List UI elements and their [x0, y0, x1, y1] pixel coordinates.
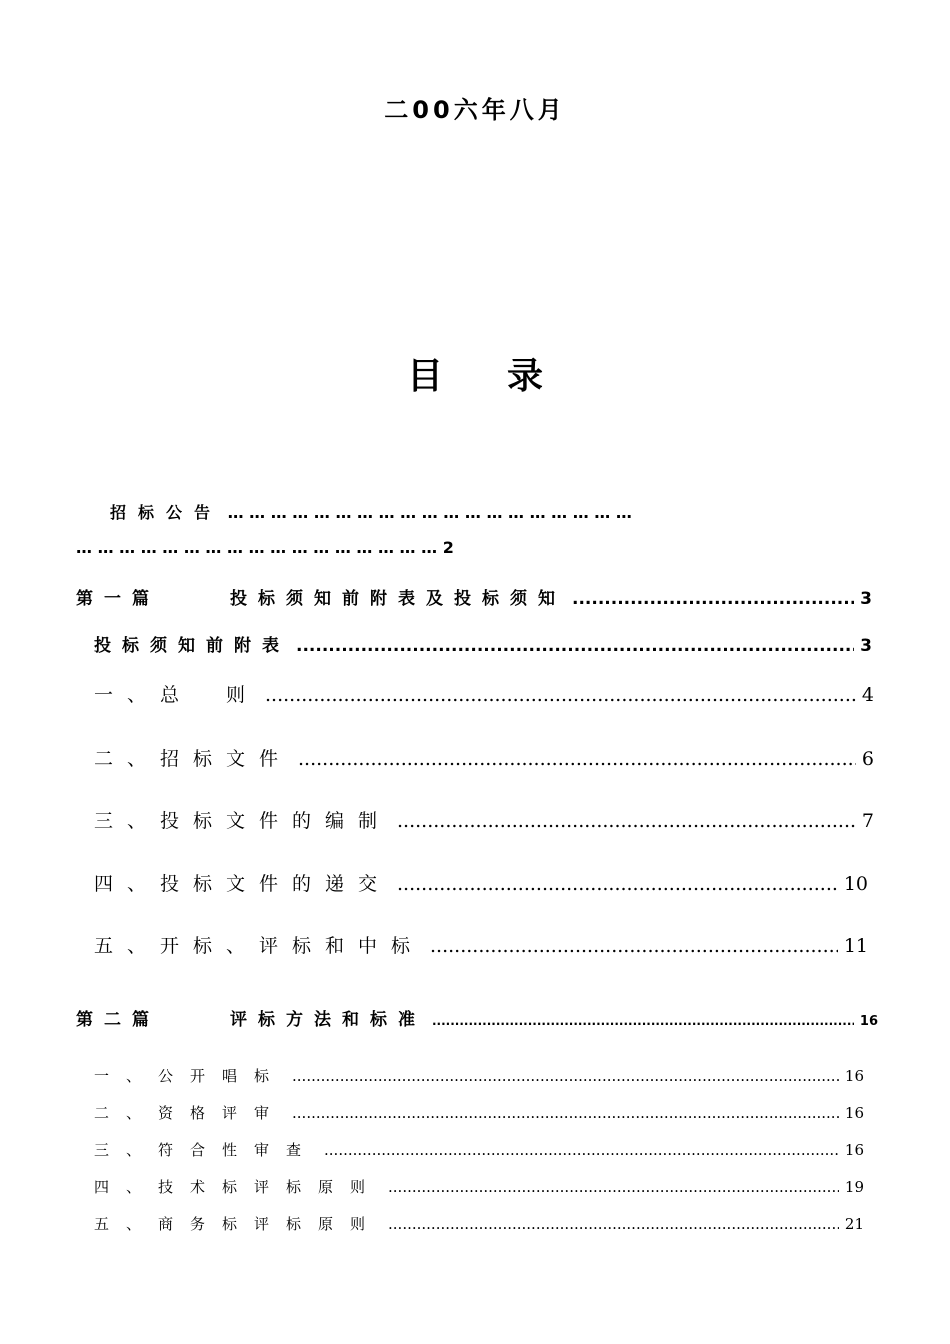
toc-item-part2-3[interactable] [94, 1176, 864, 1197]
toc-item-leader [397, 873, 838, 895]
toc-item-page: 16 [844, 1141, 864, 1159]
toc-part1-title: 投标须知前附表及投标须知 [230, 589, 566, 609]
toc-item-label: 五、商务标评标原则 [94, 1215, 383, 1233]
toc-item-leader [430, 935, 838, 957]
toc-part2[interactable] [76, 1005, 878, 1030]
toc-entry-notice-page: 2 [442, 538, 454, 557]
toc-item-leader [292, 1104, 839, 1122]
toc-item-page: 3 [860, 636, 872, 656]
toc-item-leader [324, 1141, 839, 1159]
toc-item-label: 一、公开唱标 [94, 1067, 287, 1085]
toc-item-leader [296, 636, 854, 656]
toc-item-label: 三、投标文件的编制 [94, 810, 392, 832]
toc-item-label: 一、总 则 [94, 684, 260, 706]
toc-item-part2-2[interactable] [94, 1139, 864, 1160]
document-date: 二00六年八月 [384, 96, 566, 124]
toc-part2-page: 16 [859, 1014, 878, 1029]
toc-item-page: 11 [843, 935, 868, 957]
toc-item-leader [388, 1215, 839, 1233]
toc-item-leader [298, 748, 856, 770]
toc-item-part2-0[interactable] [94, 1065, 864, 1086]
toc-item-part1-1[interactable] [94, 680, 874, 707]
toc-item-page: 4 [861, 684, 874, 706]
toc-item-page: 16 [844, 1104, 864, 1122]
toc-entry-notice-leader: … … … … … … … … … … … … … … … … … … … [227, 503, 632, 522]
toc-part2-title: 评标方法和标准 [230, 1010, 426, 1030]
toc-item-part2-1[interactable] [94, 1102, 864, 1123]
toc-item-leader [388, 1178, 839, 1196]
toc-entry-notice-label: 招标公告 [110, 503, 223, 522]
toc-entry-notice-cont [76, 538, 876, 557]
toc-item-label: 四、技术标评标原则 [94, 1178, 383, 1196]
toc-item-part1-2[interactable] [94, 744, 874, 771]
toc-item-leader [292, 1067, 839, 1085]
toc-item-part1-5[interactable] [94, 931, 868, 958]
toc-part2-prefix: 第二篇 [76, 1010, 160, 1030]
toc-item-part2-4[interactable] [94, 1213, 864, 1234]
toc-item-page: 6 [861, 748, 874, 770]
toc-part1-page: 3 [860, 589, 872, 609]
toc-item-label: 五、开标、评标和中标 [94, 935, 425, 957]
toc-title [0, 348, 950, 399]
toc-item-label: 二、招标文件 [94, 748, 293, 770]
toc-item-page: 19 [844, 1178, 864, 1196]
toc-part1-prefix: 第一篇 [76, 589, 160, 609]
toc-item-part1-4[interactable] [94, 869, 868, 896]
toc-title-right: 录 [507, 356, 544, 397]
toc-part1-leader [572, 589, 854, 609]
toc-item-page: 10 [843, 873, 868, 895]
toc-item-part1-0[interactable] [94, 631, 872, 656]
toc-item-label: 四、投标文件的递交 [94, 873, 392, 895]
toc-entry-notice-leader-2: … … … … … … … … … … … … … … … … … [76, 538, 438, 557]
toc-item-label: 投标须知前附表 [94, 636, 290, 656]
toc-entry-notice[interactable] [110, 500, 870, 523]
toc-item-page: 21 [844, 1215, 864, 1233]
toc-part2-leader [432, 1014, 854, 1028]
toc-item-label: 三、符合性审查 [94, 1141, 319, 1159]
toc-title-left: 目 [406, 356, 443, 397]
toc-part1[interactable] [76, 584, 872, 609]
toc-item-part1-3[interactable] [94, 806, 874, 833]
toc-item-page: 7 [861, 810, 874, 832]
toc-item-label: 二、资格评审 [94, 1104, 287, 1122]
toc-item-leader [397, 810, 856, 832]
toc-item-page: 16 [844, 1067, 864, 1085]
toc-item-leader [265, 684, 856, 706]
